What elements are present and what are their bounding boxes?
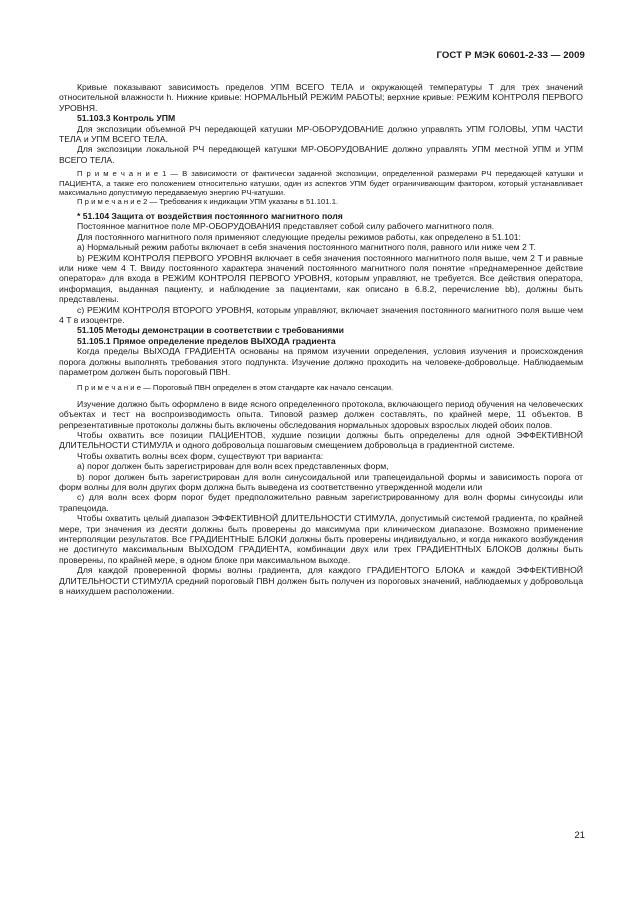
paragraph-curves: Кривые показывают зависимость пределов УПМ ВСЕГО ТЕЛА и окружающей температуры T для трех значений относительной влажности h. Нижние кривые: НОРМАЛЬНЫЙ РЕЖИМ РАБОТЫ; верхние кривые: РЕЖИМ КОНТРОЛЯ ПЕРВОГО УРОВНЯ. [59,82,583,113]
paragraph-static-field: Постоянное магнитное поле МР-ОБОРУДОВАНИЯ представляет собой силу рабочего магнитного поля. [77,221,495,232]
waveform-option-a: a) порог должен быть зарегистрирован для волн всех представленных форм, [77,461,389,472]
list-item-c: c) РЕЖИМ КОНТРОЛЯ ВТОРОГО УРОВНЯ, которым управляют, включает значения постоянного магнитного поля выше чем 4 T в изоцентре. [59,304,583,325]
document-body [59,82,583,597]
waveform-option-c: c) для волн всех форм порог будет предположительно равным зарегистрированному для волн формы синусоиды или трапецоида. [59,492,583,513]
heading-51-105-1: 51.105.1 Прямое определение пределов ВЫХОДА градиента [77,335,336,346]
note-1: П р и м е ч а н и е 1 — В зависимости от фактически заданной экспозиции, определенной размерами РЧ передающей катушки и ПАЦИЕНТА, а также его положением относительно катушки, один из аспектов УПМ будет ограничивающим фактором, который устанавливает максимально допустимую передаваемую энергию РЧ-катушки. [59,169,583,198]
list-item-b: b) РЕЖИМ КОНТРОЛЯ ПЕРВОГО УРОВНЯ включает в себя значения постоянного магнитного поля выше, чем 2 T и равные или ниже чем 4 T. Ввиду постоянного характера значений постоянного магнитного поля понятие «преднамеренное действие оператора» для входа в РЕЖИМ КОНТРОЛЯ ПЕРВОГО УРОВНЯ, которым управляют, не требуется. Все действия оператора, информация, выданная пациенту, и наблюдение за пациентами, как описано в 6.8.2, перечисление bb), должны быть представлены. [59,252,583,305]
waveform-option-b: b) порог должен быть зарегистрирован для волн синусоидальной или трапецеидальной формы и зависимость порога от форм волны для волн других форм должна быть выведена из соответственно утвержденной модели или [59,471,583,493]
note-threshold: П р и м е ч а н и е — Пороговый ПВН определен в этом стандарте как начало сенсации. [77,383,394,393]
heading-51-103-3: 51.103.3 Контроль УПМ [77,113,176,124]
paragraph-protocol: Изучение должно быть оформлено в виде ясного определенного протокола, включающего период обучения на человеческих объектах и тест на воспроизводимость опыта. Типовой размер должен составлять, по крайней мере, 11 объектов. В репрезентативные протоколы должны быть включены обследования нормальных здоровых взрослых людей обоих полов. [59,398,583,430]
paragraph-gradient-limits: Когда пределы ВЫХОДА ГРАДИЕНТА основаны на прямом изучении определения, условия изучения и происхождения порога должны выполнять требования этого подпункта. Изучение должно проходить на человеке-добровольце. Наблюдаемым параметром должен быть пороговый ПВН. [59,346,583,377]
paragraph-waveforms: Чтобы охватить волны всех форм, существуют три варианта: [77,450,324,461]
page-number: 21 [574,830,585,841]
paragraph-mean-threshold: Для каждой проверенной формы волны градиента, для каждого ГРАДИЕНТОГО БЛОКА и каждой ЭФФЕКТИВНОЙ ДЛИТЕЛЬНОСТИ СТИМУЛА средний пороговый ПВН должен быть получен из пороговых значений, наблюдаемых у добровольца в наихудшем расположении. [59,565,583,597]
standard-header: ГОСТ Р МЭК 60601-2-33 — 2009 [436,50,585,61]
paragraph-local-coil: Для экспозиции локальной РЧ передающей катушки МР-ОБОРУДОВАНИЕ должно управлять УПМ местной УПМ и УПМ ВСЕГО ТЕЛА. [59,144,583,165]
list-item-a: a) Нормальный режим работы включает в себя значения постоянного магнитного поля, равного или ниже чем 2 T. [77,242,536,253]
paragraph-volume-coil: Для экспозиции объемной РЧ передающей катушки МР-ОБОРУДОВАНИЕ должно управлять УПМ ГОЛОВЫ, УПМ ЧАСТИ ТЕЛА и УПМ ВСЕГО ТЕЛА. [59,123,583,145]
heading-51-105: 51.105 Методы демонстрации в соответствии с требованиями [77,325,344,336]
paragraph-stimulus-range: Чтобы охватить целый диапазон ЭФФЕКТИВНОЙ ДЛИТЕЛЬНОСТИ СТИМУЛА, допустимый системой градиента, по крайней мере, три значения из десяти должны быть проверены до максимума при клиническом диапазоне. Возможно применение интерполяции результатов. Все ГРАДИЕНТНЫЕ БЛОКИ должны быть проверены индивидуально, и когда никакого возбуждения не достигнуто максимальным ВЫХОДОМ ГРАДИЕНТА, комбинации двух или трех ГРАДИЕНТНЫХ БЛОКОВ должны быть проверены, по крайней мере, в одном блоке при максимальном выходе. [59,513,583,565]
paragraph-limits: Для постоянного магнитного поля применяют следующие пределы режимов работы, как определено в 51.101: [77,231,521,242]
heading-51-104: * 51.104 Защита от воздействия постоянного магнитного поля [77,210,343,221]
note-2: П р и м е ч а н и е 2 — Требования к индикации УПМ указаны в 51.101.1. [77,197,339,207]
paragraph-patient-positions: Чтобы охватить все позиции ПАЦИЕНТОВ, худшие позиции должны быть определены для одной ЭФФЕКТИВНОЙ ДЛИТЕЛЬНОСТИ СТИМУЛА и одного добровольца пошаговым смещением добровольца в градиентной системе. [59,430,583,451]
